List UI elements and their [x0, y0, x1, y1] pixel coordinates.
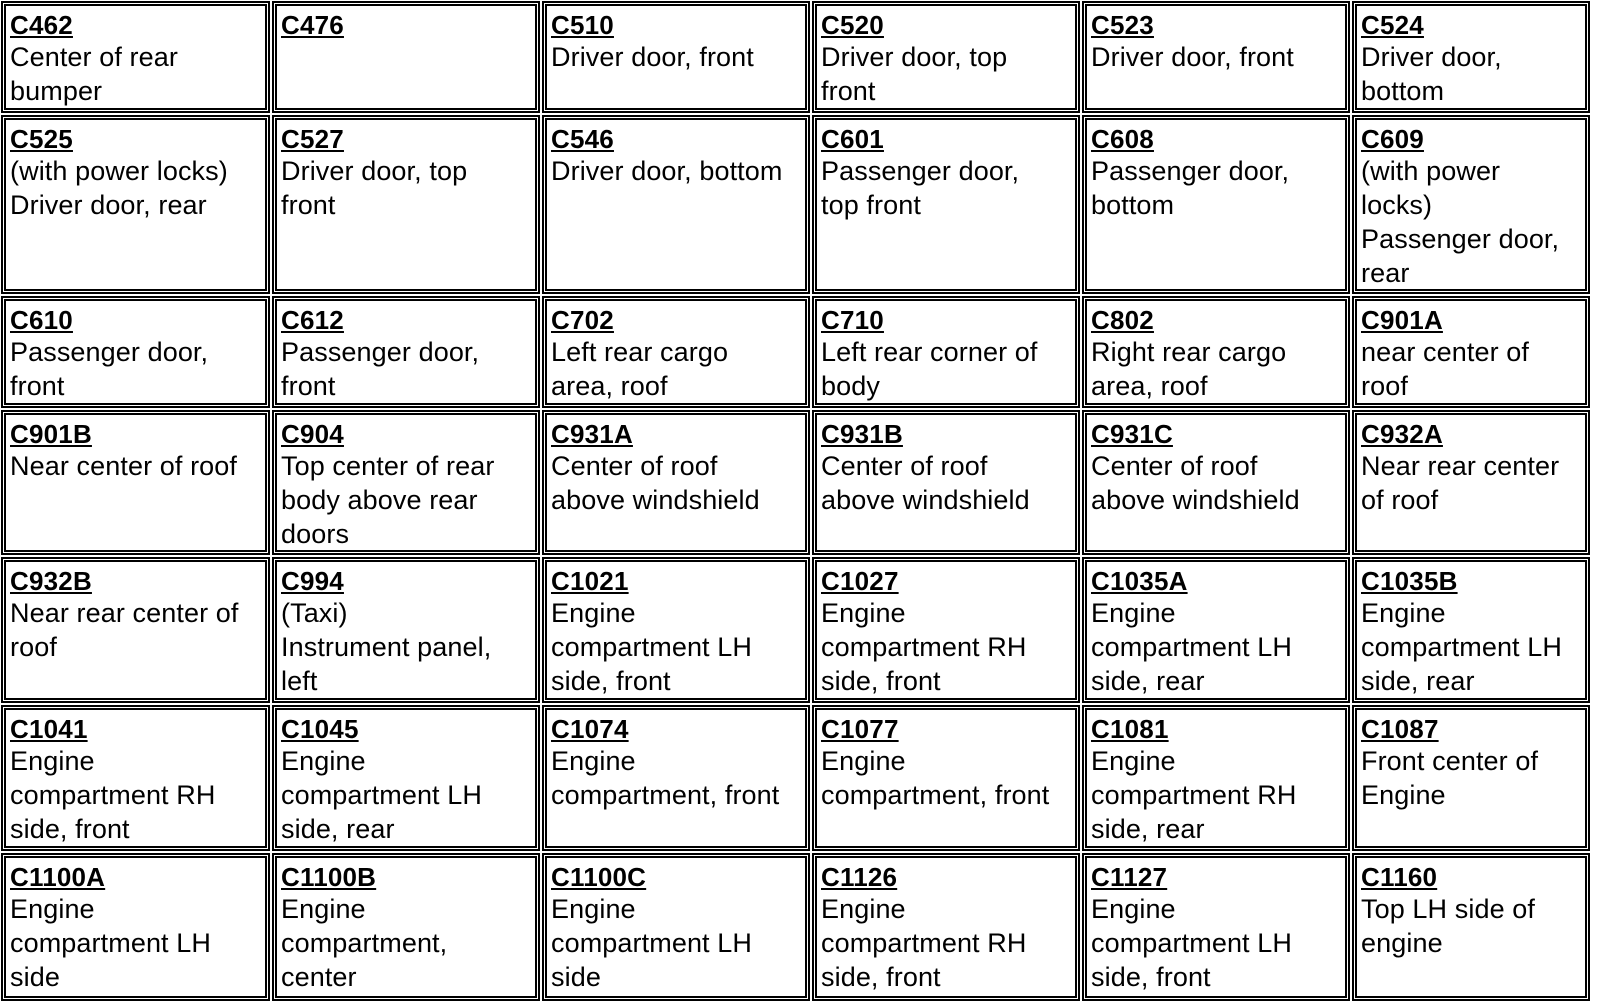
connector-code-link[interactable]: C1077 [821, 714, 899, 744]
connector-code-link[interactable]: C702 [551, 305, 614, 335]
table-cell[interactable] [272, 410, 540, 555]
table-cell[interactable] [272, 1, 540, 113]
connector-location-text: Driver door, bottom [1361, 42, 1502, 106]
connector-location-text: Front center of Engine [1361, 746, 1539, 810]
table-cell[interactable] [1352, 410, 1590, 555]
connector-code-link[interactable]: C932B [10, 566, 92, 596]
connector-code-link[interactable]: C1074 [551, 714, 629, 744]
connector-location-text: Engine compartment LH side, rear [1091, 598, 1292, 696]
connector-location-text: Center of rear bumper [10, 42, 178, 106]
connector-code-link[interactable]: C710 [821, 305, 884, 335]
connector-location-text: (with power locks) Driver door, rear [10, 156, 228, 220]
connector-location-text: Engine compartment RH side, front [10, 746, 216, 844]
table-cell[interactable] [542, 557, 810, 703]
connector-code-link[interactable]: C608 [1091, 124, 1154, 154]
connector-location-text: Center of roof above windshield [821, 451, 1030, 515]
table-cell[interactable] [542, 705, 810, 851]
connector-location-text: (with power locks) Passenger door, rear [1361, 156, 1560, 288]
table-cell[interactable] [1082, 296, 1350, 408]
table-cell[interactable] [812, 410, 1080, 555]
connector-code-link[interactable]: C527 [281, 124, 344, 154]
connector-location-text: Engine compartment RH side, rear [1091, 746, 1297, 844]
connector-code-link[interactable]: C1087 [1361, 714, 1439, 744]
connector-code-link[interactable]: C1160 [1361, 862, 1438, 892]
connector-code-link[interactable]: C1100A [10, 862, 106, 892]
connector-location-text: Engine compartment, front [821, 746, 1050, 810]
connector-location-text: Near center of roof [10, 451, 238, 481]
connector-location-text: Driver door, front [551, 42, 754, 72]
table-cell[interactable] [812, 557, 1080, 703]
table-cell[interactable] [272, 557, 540, 703]
connector-code-link[interactable]: C1041 [10, 714, 88, 744]
connector-code-link[interactable]: C994 [281, 566, 344, 596]
table-cell[interactable] [1, 1, 270, 113]
connector-location-text: Engine compartment LH side, front [551, 598, 752, 696]
table-cell[interactable] [812, 705, 1080, 851]
connector-location-text: Engine compartment LH side, rear [1361, 598, 1562, 696]
table-cell[interactable] [1082, 557, 1350, 703]
connector-location-text: Engine compartment LH side [10, 894, 211, 992]
connector-code-link[interactable]: C931C [1091, 419, 1173, 449]
table-cell[interactable] [1082, 1, 1350, 113]
connector-location-text: Left rear corner of body [821, 337, 1038, 401]
table-cell[interactable] [542, 115, 810, 294]
connector-code-link[interactable]: C601 [821, 124, 884, 154]
connector-code-link[interactable]: C546 [551, 124, 614, 154]
table-cell[interactable] [1082, 410, 1350, 555]
table-cell[interactable] [1352, 296, 1590, 408]
connector-location-text: Top center of rear body above rear doors [281, 451, 495, 549]
table-cell[interactable] [542, 296, 810, 408]
connector-location-text: Engine compartment, center [281, 894, 448, 992]
connector-location-text: Engine compartment RH side, front [821, 894, 1027, 992]
connector-code-link[interactable]: C932A [1361, 419, 1443, 449]
connector-location-text: Passenger door, front [281, 337, 480, 401]
table-cell[interactable] [1, 853, 270, 1001]
table-cell[interactable] [1352, 1, 1590, 113]
table-cell[interactable] [1352, 557, 1590, 703]
connector-location-text: Right rear cargo area, roof [1091, 337, 1287, 401]
table-cell[interactable] [272, 296, 540, 408]
connector-location-text: Passenger door, front [10, 337, 209, 401]
table-cell[interactable] [542, 1, 810, 113]
table-cell[interactable] [1082, 853, 1350, 1001]
connector-location-text: Driver door, bottom [551, 156, 783, 186]
table-cell[interactable] [1, 557, 270, 703]
connector-code-link[interactable]: C1127 [1091, 862, 1168, 892]
connector-location-text: Near rear center of roof [1361, 451, 1560, 515]
connector-code-link[interactable]: C510 [551, 10, 614, 40]
connector-code-link[interactable]: C612 [281, 305, 344, 335]
connector-code-link[interactable]: C931A [551, 419, 633, 449]
connector-location-text: (Taxi) Instrument panel, left [281, 598, 492, 696]
connector-code-link[interactable]: C525 [10, 124, 73, 154]
connector-location-text: Engine compartment, front [551, 746, 780, 810]
table-cell[interactable] [1082, 115, 1350, 294]
connector-code-link[interactable]: C1035B [1361, 566, 1458, 596]
table-cell[interactable] [272, 705, 540, 851]
connector-location-text: Passenger door, bottom [1091, 156, 1290, 220]
table-cell[interactable] [1352, 853, 1590, 1001]
connector-code-link[interactable]: C1027 [821, 566, 899, 596]
connector-code-link[interactable]: C476 [281, 10, 344, 40]
connector-location-text: Left rear cargo area, roof [551, 337, 729, 401]
table-cell[interactable] [272, 115, 540, 294]
connector-location-text: Driver door, top front [821, 42, 1008, 106]
table-cell[interactable] [812, 115, 1080, 294]
table-cell[interactable] [812, 853, 1080, 1001]
connector-code-link[interactable]: C931B [821, 419, 903, 449]
connector-location-text: Engine compartment LH side, rear [281, 746, 482, 844]
table-cell[interactable] [1, 410, 270, 555]
connector-location-text: near center of roof [1361, 337, 1530, 401]
table-cell[interactable] [812, 1, 1080, 113]
table-cell[interactable] [1, 705, 270, 851]
table-cell[interactable] [542, 853, 810, 1001]
table-cell[interactable] [1352, 705, 1590, 851]
connector-location-text: Passenger door, top front [821, 156, 1020, 220]
connector-location-text: Driver door, front [1091, 42, 1294, 72]
connector-code-link[interactable]: C610 [10, 305, 73, 335]
table-cell[interactable] [542, 410, 810, 555]
connector-code-link[interactable]: C901B [10, 419, 92, 449]
connector-code-link[interactable]: C520 [821, 10, 884, 40]
connector-code-link[interactable]: C901A [1361, 305, 1443, 335]
connector-location-text: Center of roof above windshield [551, 451, 760, 515]
connector-location-text: Engine compartment RH side, front [821, 598, 1027, 696]
connector-code-link[interactable]: C1100C [551, 862, 647, 892]
connector-code-link[interactable]: C524 [1361, 10, 1424, 40]
connector-location-text: Engine compartment LH side, front [1091, 894, 1292, 992]
connector-location-text: Driver door, top front [281, 156, 468, 220]
table-cell[interactable] [1082, 705, 1350, 851]
connector-code-link[interactable]: C802 [1091, 305, 1154, 335]
connector-location-text: Top LH side of engine [1361, 894, 1535, 958]
connector-code-link[interactable]: C1035A [1091, 566, 1188, 596]
connector-location-text: Engine compartment LH side [551, 894, 752, 992]
connector-code-link[interactable]: C462 [10, 10, 73, 40]
connector-location-text: Near rear center of roof [10, 598, 239, 662]
table-cell[interactable] [1, 115, 270, 294]
connector-code-link[interactable]: C609 [1361, 124, 1424, 154]
connector-code-link[interactable]: C1045 [281, 714, 359, 744]
table-cell[interactable] [812, 296, 1080, 408]
connector-location-text: Center of roof above windshield [1091, 451, 1300, 515]
connector-code-link[interactable]: C904 [281, 419, 344, 449]
connector-code-link[interactable]: C1126 [821, 862, 898, 892]
connector-code-link[interactable]: C1081 [1091, 714, 1169, 744]
table-cell[interactable] [272, 853, 540, 1001]
connector-code-link[interactable]: C1021 [551, 566, 629, 596]
table-cell[interactable] [1352, 115, 1590, 294]
connector-code-link[interactable]: C1100B [281, 862, 377, 892]
table-cell[interactable] [1, 296, 270, 408]
connector-code-link[interactable]: C523 [1091, 10, 1154, 40]
